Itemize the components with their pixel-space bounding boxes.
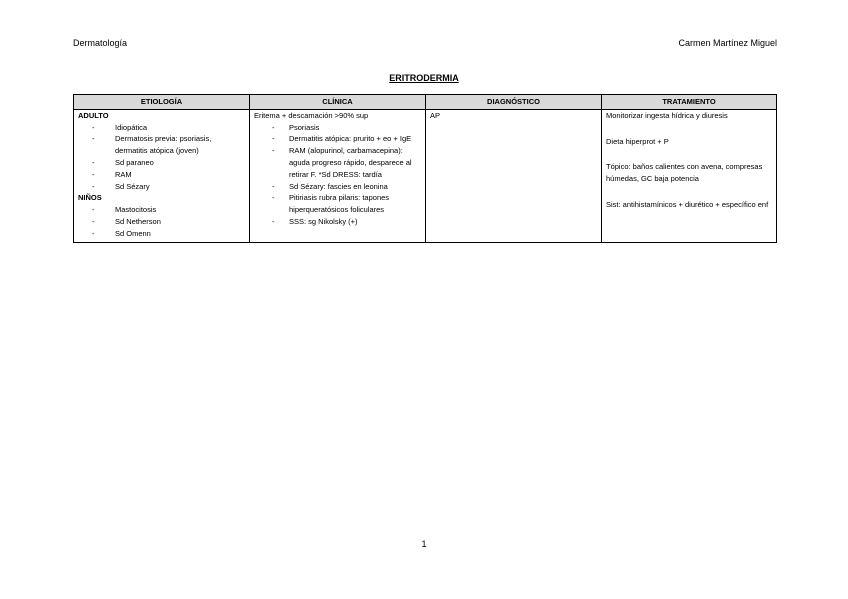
list-item: - Sd Sézary: fascies en leonina — [254, 181, 421, 193]
etiologia-adult-label: ADULTO — [78, 110, 109, 120]
list-item: - Sd Netherson — [78, 216, 245, 228]
column-header-etiologia: ETIOLOGÍA — [74, 95, 250, 110]
page-number: 1 — [421, 539, 427, 549]
clinica-intro: Eritema + descamación >90% sup — [254, 110, 369, 120]
tratamiento-cell — [602, 109, 777, 242]
etiologia-cell — [74, 109, 250, 242]
list-item: - Sd Omenn — [78, 228, 245, 240]
list-item: - Idiopática — [78, 122, 245, 134]
list-item: - Sd Sézary — [78, 181, 245, 193]
etiologia-adult-list — [78, 122, 245, 193]
table-row — [74, 109, 777, 242]
clinica-cell — [250, 109, 426, 242]
diagnostico-cell: AP — [426, 109, 602, 242]
list-item: - Pitiriasis rubra pilaris: tapones hiperqueratósicos foliculares — [254, 192, 421, 216]
tratamiento-item: Sist: antihistamínicos + diurético + específico enf — [606, 199, 769, 209]
tratamiento-item: Dieta hiperprot + P — [606, 136, 669, 146]
list-item: - RAM — [78, 169, 245, 181]
tratamiento-item: Monitorizar ingesta hídrica y diuresis — [606, 110, 728, 120]
table-header-row — [74, 95, 777, 110]
column-header-tratamiento: TRATAMIENTO — [602, 95, 777, 110]
document-title: ERITRODERMIA — [389, 73, 459, 83]
list-item: - RAM (alopurinol, carbamacepina): aguda progreso rápido, desparece al retirar F. *Sd DRESS: tardía — [254, 145, 421, 180]
clinica-list — [254, 122, 421, 228]
list-item: - Dermatitis atópica: prurito + eo + IgE — [254, 133, 421, 145]
eritrodermia-table — [73, 94, 777, 243]
etiologia-child-list — [78, 204, 245, 239]
list-item: - Psoriasis — [254, 122, 421, 134]
column-header-diagnostico: DIAGNÓSTICO — [426, 95, 602, 110]
header-author: Carmen Martínez Miguel — [678, 38, 777, 48]
list-item: - Mastocitosis — [78, 204, 245, 216]
tratamiento-item: Tópico: baños calientes con avena, compresas húmedas, GC baja potencia — [606, 162, 763, 184]
column-header-clinica: CLÍNICA — [250, 95, 426, 110]
list-item: - SSS: sg Nikolsky (+) — [254, 216, 421, 228]
list-item: - Sd paraneo — [78, 157, 245, 169]
list-item: - Dermatosis previa: psoriasis, dermatitis atópica (joven) — [78, 133, 245, 157]
etiologia-child-label: NIÑOS — [78, 193, 102, 203]
header-subject: Dermatología — [73, 38, 128, 48]
